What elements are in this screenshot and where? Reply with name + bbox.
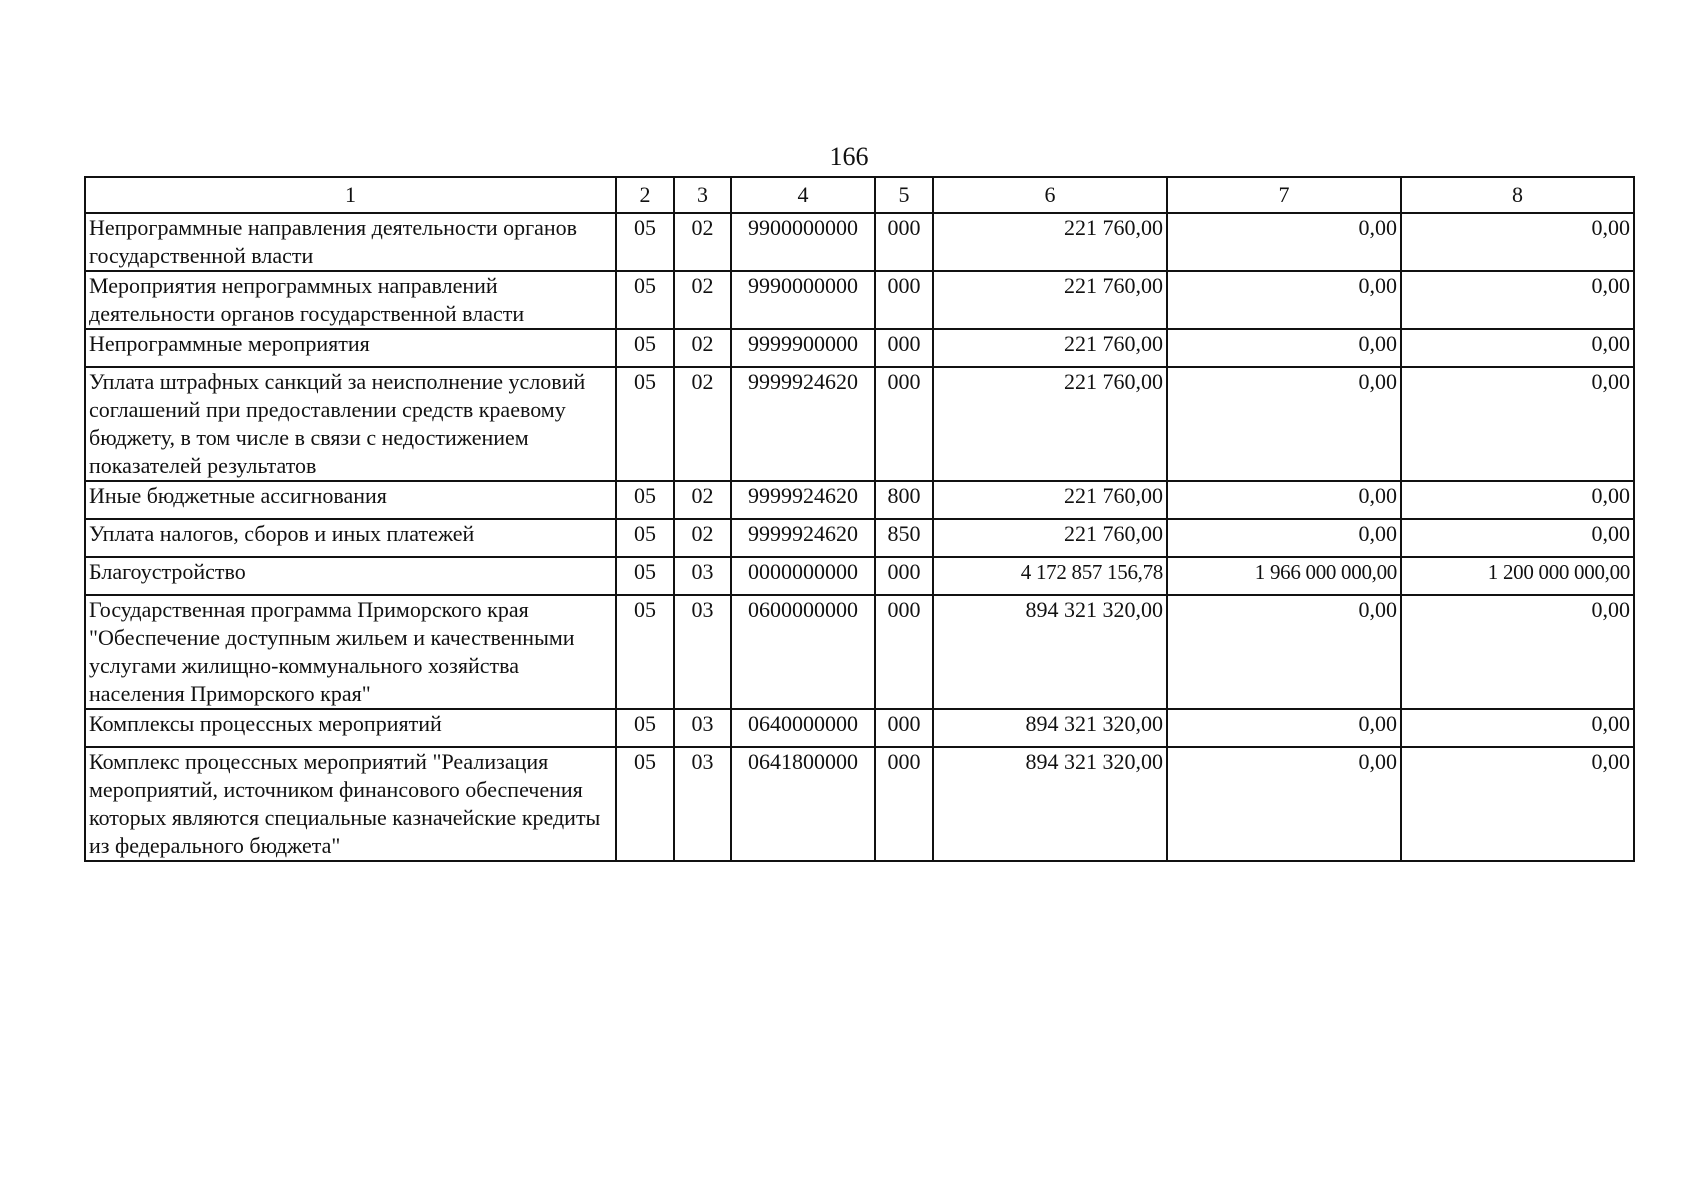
row-amount-col7: 0,00	[1167, 481, 1401, 519]
row-subsection: 02	[674, 271, 731, 329]
table-row	[85, 367, 1634, 481]
row-section: 05	[616, 271, 674, 329]
column-header-5: 5	[875, 177, 933, 213]
table-row	[85, 329, 1634, 367]
row-amount-col6: 221 760,00	[933, 271, 1167, 329]
row-section: 05	[616, 557, 674, 595]
column-header-6: 6	[933, 177, 1167, 213]
row-expense-type: 000	[875, 329, 933, 367]
row-target-article: 9999924620	[731, 519, 875, 557]
row-section: 05	[616, 747, 674, 861]
row-amount-col7: 0,00	[1167, 213, 1401, 271]
page-number: 166	[829, 142, 869, 171]
table-row	[85, 747, 1634, 861]
row-expense-type: 000	[875, 557, 933, 595]
row-amount-col6: 221 760,00	[933, 519, 1167, 557]
column-header-3: 3	[674, 177, 731, 213]
row-expense-type: 850	[875, 519, 933, 557]
row-name: Благоустройство	[85, 557, 616, 595]
table-row	[85, 557, 1634, 595]
row-subsection: 02	[674, 519, 731, 557]
row-expense-type: 000	[875, 595, 933, 709]
row-name: Уплата штрафных санкций за неисполнение условий соглашений при предоставлении средств краевому бюджету, в том числе в связи с недостижением показателей результатов	[85, 367, 616, 481]
row-name: Уплата налогов, сборов и иных платежей	[85, 519, 616, 557]
row-amount-col6: 894 321 320,00	[933, 709, 1167, 747]
row-subsection: 02	[674, 329, 731, 367]
row-target-article: 9999924620	[731, 481, 875, 519]
column-header-8: 8	[1401, 177, 1634, 213]
row-amount-col6: 221 760,00	[933, 213, 1167, 271]
row-amount-col7: 0,00	[1167, 329, 1401, 367]
table-row	[85, 271, 1634, 329]
row-amount-col6: 221 760,00	[933, 481, 1167, 519]
row-amount-col7: 1 966 000 000,00	[1167, 557, 1401, 595]
row-subsection: 03	[674, 709, 731, 747]
row-subsection: 02	[674, 481, 731, 519]
row-expense-type: 800	[875, 481, 933, 519]
row-target-article: 0640000000	[731, 709, 875, 747]
row-amount-col6: 221 760,00	[933, 329, 1167, 367]
row-amount-col6: 4 172 857 156,78	[933, 557, 1167, 595]
column-header-7: 7	[1167, 177, 1401, 213]
row-amount-col8: 0,00	[1401, 747, 1634, 861]
column-header-4: 4	[731, 177, 875, 213]
row-section: 05	[616, 213, 674, 271]
row-target-article: 9999900000	[731, 329, 875, 367]
row-amount-col7: 0,00	[1167, 747, 1401, 861]
row-expense-type: 000	[875, 367, 933, 481]
row-amount-col8: 0,00	[1401, 367, 1634, 481]
row-target-article: 0600000000	[731, 595, 875, 709]
row-name: Непрограммные мероприятия	[85, 329, 616, 367]
row-name: Комплекс процессных мероприятий "Реализация мероприятий, источником финансового обеспечения которых являются специальные казначейские кредиты из федерального бюджета"	[85, 747, 616, 861]
row-amount-col8: 1 200 000 000,00	[1401, 557, 1634, 595]
row-amount-col7: 0,00	[1167, 271, 1401, 329]
row-amount-col8: 0,00	[1401, 213, 1634, 271]
row-target-article: 0000000000	[731, 557, 875, 595]
row-amount-col8: 0,00	[1401, 329, 1634, 367]
row-name: Мероприятия непрограммных направлений деятельности органов государственной власти	[85, 271, 616, 329]
row-subsection: 03	[674, 557, 731, 595]
row-target-article: 9990000000	[731, 271, 875, 329]
row-amount-col7: 0,00	[1167, 595, 1401, 709]
header-row	[85, 177, 1634, 213]
row-section: 05	[616, 519, 674, 557]
row-amount-col8: 0,00	[1401, 595, 1634, 709]
table-row	[85, 595, 1634, 709]
row-target-article: 9900000000	[731, 213, 875, 271]
row-amount-col8: 0,00	[1401, 481, 1634, 519]
row-subsection: 03	[674, 747, 731, 861]
row-expense-type: 000	[875, 709, 933, 747]
row-subsection: 03	[674, 595, 731, 709]
table-row	[85, 519, 1634, 557]
row-amount-col7: 0,00	[1167, 519, 1401, 557]
row-amount-col7: 0,00	[1167, 367, 1401, 481]
row-name: Непрограммные направления деятельности органов государственной власти	[85, 213, 616, 271]
row-amount-col6: 894 321 320,00	[933, 747, 1167, 861]
row-expense-type: 000	[875, 271, 933, 329]
row-name: Государственная программа Приморского края "Обеспечение доступным жильем и качественными услугами жилищно-коммунального хозяйства населения Приморского края"	[85, 595, 616, 709]
row-subsection: 02	[674, 213, 731, 271]
table-row	[85, 709, 1634, 747]
row-target-article: 0641800000	[731, 747, 875, 861]
row-section: 05	[616, 709, 674, 747]
row-expense-type: 000	[875, 213, 933, 271]
column-header-2: 2	[616, 177, 674, 213]
row-section: 05	[616, 481, 674, 519]
column-header-1: 1	[85, 177, 616, 213]
row-amount-col6: 894 321 320,00	[933, 595, 1167, 709]
row-name: Иные бюджетные ассигнования	[85, 481, 616, 519]
row-amount-col8: 0,00	[1401, 519, 1634, 557]
row-amount-col6: 221 760,00	[933, 367, 1167, 481]
row-name: Комплексы процессных мероприятий	[85, 709, 616, 747]
row-section: 05	[616, 367, 674, 481]
row-section: 05	[616, 329, 674, 367]
table-row	[85, 213, 1634, 271]
row-subsection: 02	[674, 367, 731, 481]
table-row	[85, 481, 1634, 519]
budget-table	[84, 176, 1635, 862]
row-expense-type: 000	[875, 747, 933, 861]
row-amount-col8: 0,00	[1401, 271, 1634, 329]
row-amount-col8: 0,00	[1401, 709, 1634, 747]
row-section: 05	[616, 595, 674, 709]
row-amount-col7: 0,00	[1167, 709, 1401, 747]
row-target-article: 9999924620	[731, 367, 875, 481]
